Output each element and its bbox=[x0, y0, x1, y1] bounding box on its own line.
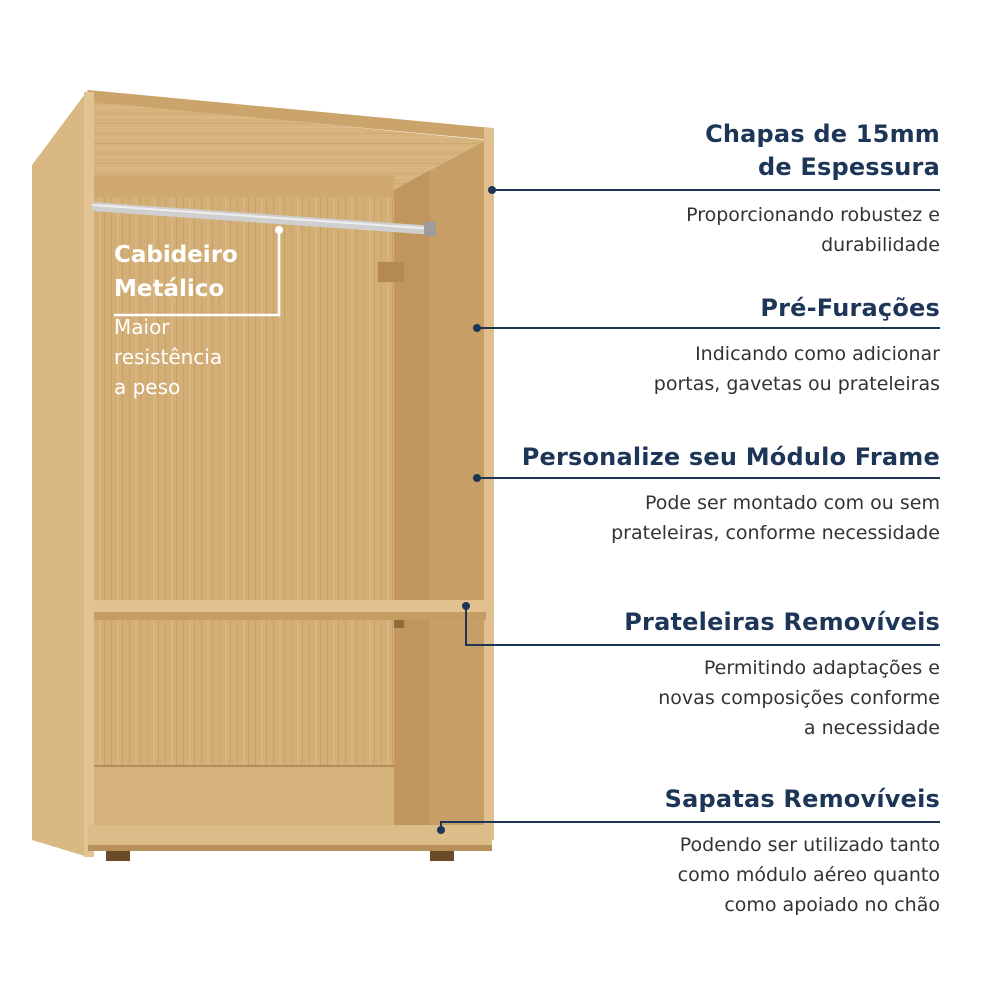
hanger-leader-dot bbox=[275, 226, 283, 234]
callout-desc-line: Pode ser montado com ou sem bbox=[644, 492, 940, 514]
shelf-top bbox=[94, 600, 486, 612]
callout-removable-shelves bbox=[624, 606, 940, 743]
hanger-description bbox=[114, 312, 238, 402]
shelf-support bbox=[394, 620, 404, 628]
callout-title bbox=[654, 292, 940, 325]
hanger-rod-label bbox=[114, 238, 238, 402]
callout-description bbox=[654, 339, 940, 399]
bottom-panel-edge bbox=[88, 845, 492, 851]
callout-description bbox=[624, 653, 940, 743]
callout-removable-feet bbox=[665, 783, 940, 920]
callout-desc-line: Podendo ser utilizado tanto bbox=[679, 834, 940, 856]
callout-title-line: Sapatas Removíveis bbox=[664, 785, 940, 813]
callout-description bbox=[522, 488, 940, 548]
callout-title-line: de Espessura bbox=[757, 153, 940, 181]
connector-dot-2 bbox=[473, 324, 481, 332]
callout-desc-line: prateleiras, conforme necessidade bbox=[611, 522, 940, 544]
callout-description bbox=[665, 830, 940, 920]
foot-left bbox=[106, 851, 130, 861]
callout-desc-line: a necessidade bbox=[803, 717, 940, 739]
callout-desc-line: durabilidade bbox=[821, 234, 940, 256]
callout-desc-line: Indicando como adicionar bbox=[695, 343, 940, 365]
connector-dot-4 bbox=[462, 602, 470, 610]
hanger-desc-line: a peso bbox=[114, 375, 181, 399]
callout-desc-line: como módulo aéreo quanto bbox=[677, 864, 940, 886]
rod-bracket bbox=[424, 222, 436, 236]
kick-panel bbox=[94, 765, 394, 825]
callout-desc-line: novas composições conforme bbox=[658, 687, 940, 709]
connector-dot-1 bbox=[488, 186, 496, 194]
top-rail bbox=[94, 175, 394, 197]
lower-back-panel bbox=[94, 625, 394, 765]
callout-description bbox=[686, 200, 940, 260]
callout-title bbox=[665, 783, 940, 816]
callout-customize-module bbox=[522, 441, 940, 548]
foot-right bbox=[430, 851, 454, 861]
connector-dot-3 bbox=[473, 474, 481, 482]
callout-panel-thickness bbox=[686, 118, 940, 260]
callout-title-line: Chapas de 15mm bbox=[705, 120, 940, 148]
callout-title-line: Pré-Furações bbox=[760, 294, 940, 322]
bottom-panel bbox=[88, 825, 492, 847]
hanger-desc-line: resistência bbox=[114, 345, 223, 369]
left-side-panel bbox=[32, 90, 88, 857]
connector-dot-5 bbox=[437, 826, 445, 834]
hanger-desc-line: Maior bbox=[114, 315, 170, 339]
pre-drill-block bbox=[378, 262, 404, 282]
callout-title-line: Prateleiras Removíveis bbox=[624, 608, 940, 636]
hanger-title-line: Metálico bbox=[114, 276, 225, 302]
front-edge-right bbox=[484, 128, 494, 840]
callout-desc-line: Proporcionando robustez e bbox=[686, 204, 940, 226]
hanger-title bbox=[114, 238, 238, 306]
shelf-front bbox=[94, 612, 486, 620]
callout-desc-line: como apoiado no chão bbox=[724, 894, 940, 916]
callout-desc-line: portas, gavetas ou prateleiras bbox=[653, 373, 940, 395]
callout-title bbox=[624, 606, 940, 639]
callout-title bbox=[522, 441, 940, 474]
callout-title-line: Personalize seu Módulo Frame bbox=[521, 443, 940, 471]
callout-desc-line: Permitindo adaptações e bbox=[703, 657, 940, 679]
hanger-title-line: Cabideiro bbox=[114, 242, 238, 268]
callout-pre-drilling bbox=[654, 292, 940, 399]
callout-title bbox=[686, 118, 940, 184]
